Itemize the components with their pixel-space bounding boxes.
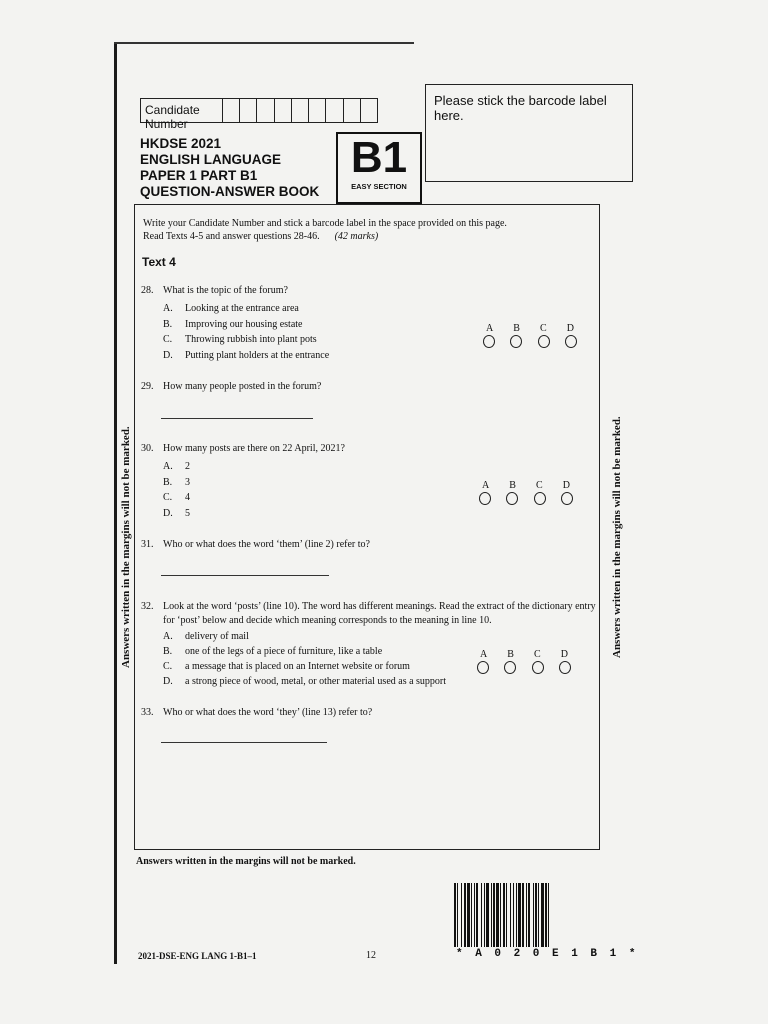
option-b: B. 3 [163, 476, 190, 488]
candidate-digit-cell[interactable] [275, 99, 292, 122]
question-number: 28. [141, 285, 154, 296]
question-number: 33. [141, 707, 154, 718]
question-number: 30. [141, 443, 154, 454]
text-heading: Text 4 [142, 255, 176, 269]
bubble-letter: B [509, 480, 516, 491]
answer-line-29[interactable] [161, 418, 313, 419]
paper-code: 2021-DSE-ENG LANG 1-B1–1 [138, 951, 257, 961]
candidate-number-label: Candidate Number [141, 99, 223, 122]
barcode-label-instruction: Please stick the barcode label here. [434, 93, 607, 123]
part-code-box [336, 132, 422, 204]
option-d: D. a strong piece of wood, metal, or other material used as a support [163, 676, 447, 687]
option-a: A. Looking at the entrance area [163, 303, 299, 314]
question-text: How many posts are there on 22 April, 2021? [163, 443, 345, 454]
question-text: Who or what does the word ‘they’ (line 13) refer to? [163, 707, 373, 718]
question-30-options [163, 459, 190, 521]
bubble-letter: A [482, 480, 490, 491]
margin-note-left: Answers written in the margins will not be marked. [120, 426, 132, 668]
question-32-options [163, 629, 446, 689]
bubble-letter: A [480, 649, 488, 660]
option-a: A. 2 [163, 461, 190, 472]
candidate-digit-cell[interactable] [223, 99, 240, 122]
bubble-d[interactable] [561, 492, 573, 505]
answer-bubbles-28 [483, 323, 577, 348]
question-text: What is the topic of the forum? [163, 285, 288, 296]
option-b: B. Improving our housing estate [163, 318, 303, 330]
part-section: EASY SECTION [351, 182, 407, 191]
question-number: 32. [141, 601, 154, 612]
question-number: 31. [141, 539, 154, 550]
page-number: 12 [366, 950, 376, 961]
bubble-letter: B [507, 649, 514, 660]
bubble-a[interactable] [483, 335, 495, 348]
question-number: 29. [141, 381, 154, 392]
bubble-d[interactable] [565, 335, 577, 348]
question-frame [134, 204, 600, 850]
exam-title: HKDSE 2021 [140, 136, 222, 151]
answer-line-33[interactable] [161, 742, 327, 743]
exam-header [140, 136, 319, 200]
page-edge-top [114, 42, 414, 44]
bubble-b[interactable] [510, 335, 522, 348]
bubble-a[interactable] [477, 661, 489, 674]
candidate-digit-cell[interactable] [344, 99, 361, 122]
question-30 [141, 443, 345, 454]
part-code: B1 [350, 133, 408, 182]
candidate-digit-cell[interactable] [309, 99, 326, 122]
answer-bubbles-30 [479, 480, 573, 505]
option-d: D. 5 [163, 507, 190, 519]
option-c: C. a message that is placed on an Internet website or forum [163, 661, 410, 672]
question-31 [141, 539, 370, 550]
bubble-letter: B [513, 323, 520, 334]
bubble-b[interactable] [506, 492, 518, 505]
instruction-line-2: Read Texts 4-5 and answer questions 28-46. [143, 231, 320, 242]
candidate-digit-cell[interactable] [361, 99, 377, 122]
option-d: D. Putting plant holders at the entrance [163, 349, 330, 361]
bubble-c[interactable] [532, 661, 544, 674]
total-marks: (42 marks) [334, 231, 379, 242]
bubble-c[interactable] [538, 335, 550, 348]
bubble-c[interactable] [534, 492, 546, 505]
candidate-digit-cell[interactable] [240, 99, 257, 122]
bubble-b[interactable] [504, 661, 516, 674]
question-text: How many people posted in the forum? [163, 381, 322, 392]
option-c: C. 4 [163, 492, 190, 503]
question-28 [141, 285, 288, 296]
bubble-letter: D [566, 323, 574, 334]
page-edge-left [114, 44, 117, 964]
candidate-digit-cell[interactable] [257, 99, 274, 122]
barcode-stripe [549, 883, 552, 947]
bubble-letter: A [486, 323, 494, 334]
exam-paper: PAPER 1 PART B1 [140, 168, 258, 183]
bubble-letter: C [536, 480, 543, 491]
candidate-digit-cell[interactable] [326, 99, 343, 122]
bubble-letter: C [534, 649, 541, 660]
bottom-margin-note: Answers written in the margins will not be marked. [136, 856, 356, 867]
question-32 [141, 601, 596, 612]
option-b: B. one of the legs of a piece of furniture, like a table [163, 646, 383, 657]
question-33 [141, 707, 372, 718]
instruction-line-1: Write your Candidate Number and stick a barcode label in the space provided on this page. [143, 218, 507, 229]
question-29 [141, 381, 321, 392]
bubble-letter: D [562, 480, 570, 491]
option-c: C. Throwing rubbish into plant pots [163, 334, 317, 345]
bubble-d[interactable] [559, 661, 571, 674]
barcode-caption: * A 0 2 0 E 1 B 1 * [456, 948, 639, 960]
question-text: Look at the word ‘posts’ (line 10). The word has different meanings. Read the extract of the dictionary entry [163, 601, 596, 612]
instructions [143, 217, 507, 243]
candidate-number-box[interactable] [140, 98, 378, 131]
margin-note-right: Answers written in the margins will not be marked. [611, 416, 623, 658]
bubble-a[interactable] [479, 492, 491, 505]
question-text: Who or what does the word ‘them’ (line 2) refer to? [163, 539, 370, 550]
exam-subject: ENGLISH LANGUAGE [140, 152, 282, 167]
answer-bubbles-32 [477, 649, 571, 674]
answer-line-31[interactable] [161, 575, 329, 576]
candidate-digit-cell[interactable] [292, 99, 309, 122]
question-32-text-cont: for ‘post’ below and decide which meaning corresponds to the meaning in line 10. [163, 615, 492, 626]
question-28-options [163, 301, 329, 363]
barcode-image [454, 883, 634, 947]
barcode-label-box[interactable] [425, 84, 633, 182]
bubble-letter: D [560, 649, 568, 660]
bubble-letter: C [540, 323, 547, 334]
option-a: A. delivery of mail [163, 631, 249, 642]
exam-book-type: QUESTION-ANSWER BOOK [140, 184, 320, 199]
